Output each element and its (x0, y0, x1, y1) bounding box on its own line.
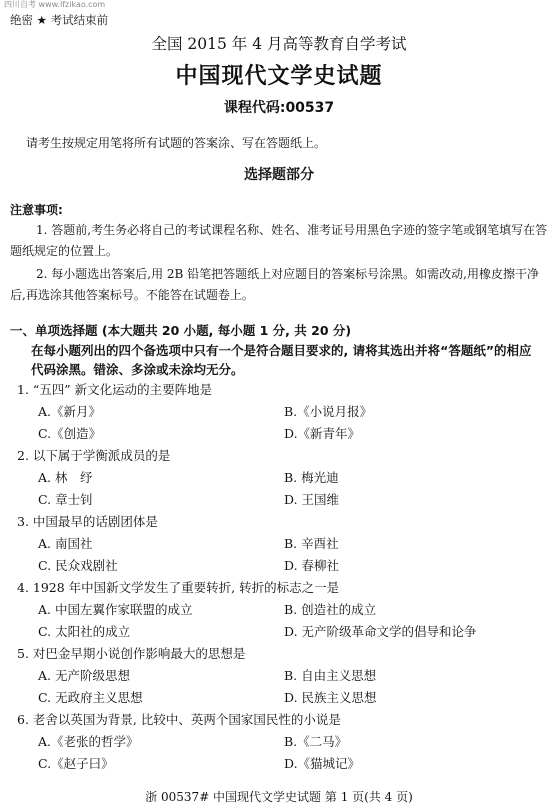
notes-title: 注意事项: (10, 203, 63, 217)
question-option: A. 中国左翼作家联盟的成立 (38, 602, 193, 617)
note-item: 1. 答题前,考生务必将自己的考试课程名称、姓名、准考证号用黑色字迹的签字笔或钢笔填写在答题纸规定的位置上。 (10, 223, 548, 258)
question-option: C. 民众戏剧社 (38, 558, 118, 573)
question-option: B. 梅光迪 (284, 470, 339, 485)
question-stem: 3. 中国最早的话剧团体是 (17, 514, 158, 529)
question-stem: 4. 1928 年中国新文学发生了重要转折, 转折的标志之一是 (17, 580, 340, 595)
part-heading: 一、单项选择题 (本大题共 20 小题, 每小题 1 分, 共 20 分) (10, 323, 352, 338)
question-option: C. 无政府主义思想 (38, 690, 143, 705)
section-title: 选择题部分 (244, 167, 314, 183)
question-option: B.《小说月报》 (284, 404, 373, 419)
question-option: A. 林 纾 (38, 470, 93, 485)
question-option: C.《赵子曰》 (38, 756, 114, 771)
question-option: A.《老张的哲学》 (38, 734, 139, 749)
question-option: D.《猫城记》 (284, 756, 361, 771)
subject-title: 中国现代文学史试题 (175, 64, 383, 89)
question-option: D. 王国维 (284, 492, 340, 507)
question-option: D.《新青年》 (284, 426, 361, 441)
question-option: D. 无产阶级革命文学的倡导和论争 (284, 624, 477, 639)
exam-title: 全国 2015 年 4 月高等教育自学考试 (151, 35, 407, 53)
question-stem: 5. 对巴金早期小说创作影响最大的思想是 (17, 646, 246, 661)
question-option: D. 民族主义思想 (284, 690, 377, 705)
question-stem: 1. “五四” 新文化运动的主要阵地是 (17, 382, 213, 397)
question-option: B. 创造社的成立 (284, 602, 377, 617)
question-option: B. 辛酉社 (284, 536, 339, 551)
question-option: A. 南国社 (38, 536, 93, 551)
course-code: 课程代码:00537 (223, 100, 335, 116)
secret-label: 绝密 ★ 考试结束前 (10, 13, 109, 27)
question-option: A. 无产阶级思想 (38, 668, 130, 683)
question-option: D. 春柳社 (284, 558, 340, 573)
question-option: B. 自由主义思想 (284, 668, 377, 683)
page-footer: 浙 00537# 中国现代文学史试题 第 1 页(共 4 页) (145, 790, 413, 804)
general-instruction: 请考生按规定用笔将所有试题的答案涂、写在答题纸上。 (26, 136, 327, 150)
watermark: 四川自考 www.lfzikao.com (4, 0, 106, 9)
note-item: 2. 每小题选出答案后,用 2B 铅笔把答题纸上对应题目的答案标号涂黑。如需改动,用橡皮擦干净后,再选涂其他答案标号。不能答在试题卷上。 (10, 267, 539, 302)
question-option: B.《二马》 (284, 734, 348, 749)
question-option: A.《新月》 (38, 404, 102, 419)
question-stem: 6. 老舍以英国为背景, 比较中、英两个国家国民性的小说是 (17, 712, 341, 727)
question-option: C. 章士钊 (38, 492, 93, 507)
question-option: C.《创造》 (38, 426, 102, 441)
question-option: C. 太阳社的成立 (38, 624, 131, 639)
question-stem: 2. 以下属于学衡派成员的是 (17, 448, 171, 463)
part-description: 在每小题列出的四个备选项中只有一个是符合题目要求的, 请将其选出并将“答题纸”的相应代码涂黑。错涂、多涂或未涂均无分。 (31, 343, 532, 377)
